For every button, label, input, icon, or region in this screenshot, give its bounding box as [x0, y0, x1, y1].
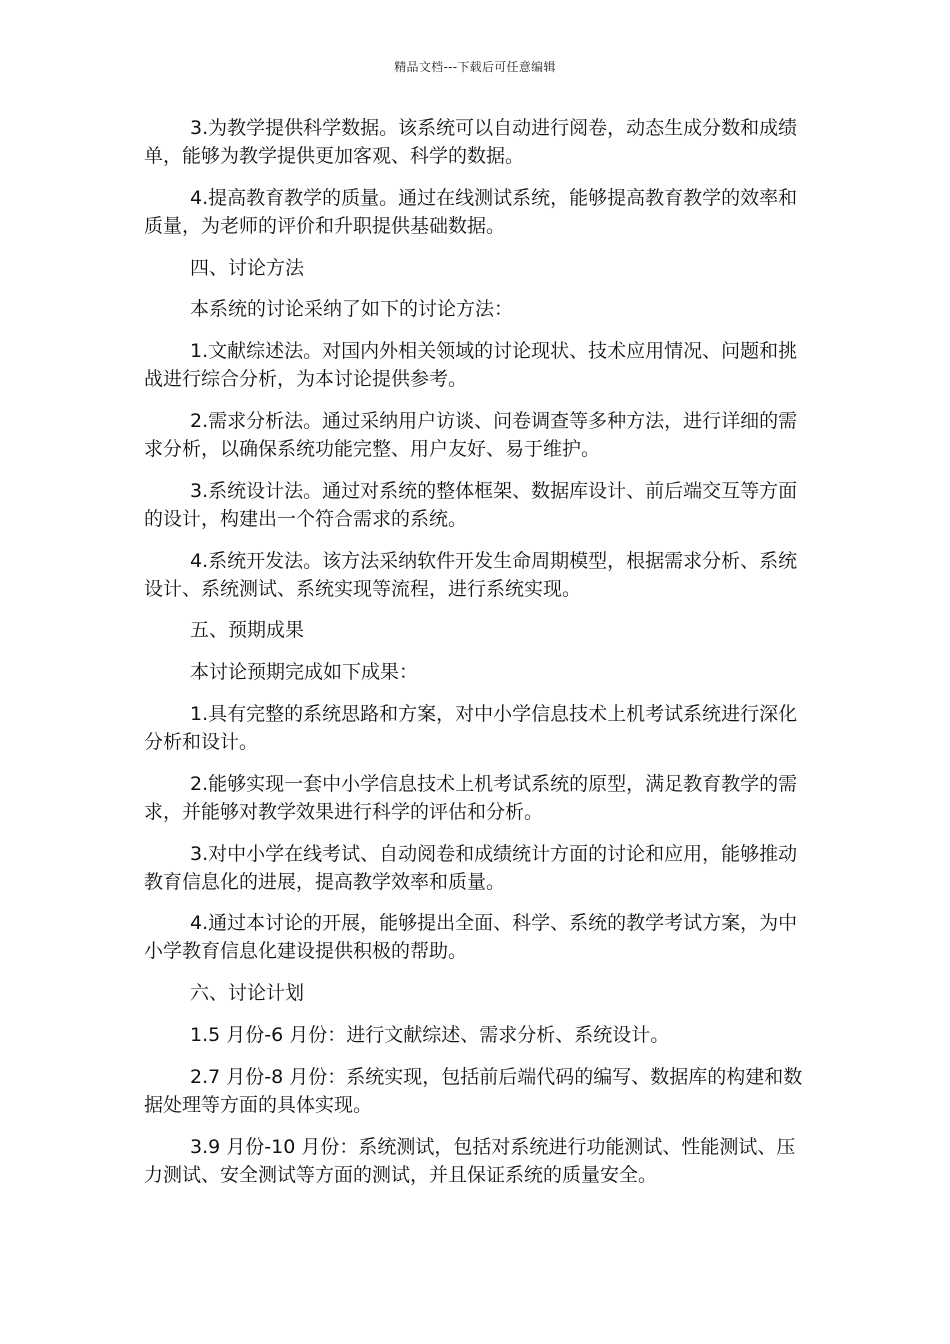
section-heading-methods: 四、讨论方法 [190, 256, 305, 279]
paragraph-plan-3: 3.9 月份-10 月份：系统测试，包括对系统进行功能测试、性能测试、压力测试、安全测试等方面的测试，并且保证系统的质量安全。 [144, 1135, 796, 1186]
paragraph-outcome-2: 2.能够实现一套中小学信息技术上机考试系统的原型，满足教育教学的需求，并能够对教学效果进行科学的评估和分析。 [144, 772, 798, 823]
paragraph-plan-1: 1.5 月份-6 月份：进行文献综述、需求分析、系统设计。 [190, 1023, 670, 1046]
paragraph-outcome-4: 4.通过本讨论的开展，能够提出全面、科学、系统的教学考试方案，为中小学教育信息化建设提供积极的帮助。 [144, 912, 798, 963]
section-heading-outcomes: 五、预期成果 [190, 619, 305, 642]
paragraph-plan-2: 2.7 月份-8 月份：系统实现，包括前后端代码的编写、数据库的构建和数据处理等方面的具体实现。 [144, 1065, 803, 1116]
paragraph-outcome-3: 3.对中小学在线考试、自动阅卷和成绩统计方面的讨论和应用，能够推动教育信息化的进展，提高教学效率和质量。 [144, 842, 798, 893]
paragraph-outcomes-intro: 本讨论预期完成如下成果： [190, 661, 419, 684]
paragraph-method-2: 2.需求分析法。通过采纳用户访谈、问卷调查等多种方法，进行详细的需求分析，以确保系统功能完整、用户友好、易于维护。 [144, 409, 798, 460]
paragraph-goal-4: 4.提高教育教学的质量。通过在线测试系统，能够提高教育教学的效率和质量，为老师的评价和升职提供基础数据。 [144, 186, 798, 237]
paragraph-method-1: 1.文献综述法。对国内外相关领域的讨论现状、技术应用情况、问题和挑战进行综合分析，为本讨论提供参考。 [144, 340, 798, 391]
paragraph-method-3: 3.系统设计法。通过对系统的整体框架、数据库设计、前后端交互等方面的设计，构建出一个符合需求的系统。 [144, 479, 798, 530]
paragraph-outcome-1: 1.具有完整的系统思路和方案，对中小学信息技术上机考试系统进行深化分析和设计。 [144, 702, 798, 753]
paragraph-methods-intro: 本系统的讨论采纳了如下的讨论方法： [190, 298, 514, 321]
page-header: 精品文档---下载后可任意编辑 [394, 60, 556, 74]
document-body [144, 114, 812, 1202]
section-heading-plan: 六、讨论计划 [190, 982, 305, 1005]
paragraph-method-4: 4.系统开发法。该方法采纳软件开发生命周期模型，根据需求分析、系统设计、系统测试、系统实现等流程，进行系统实现。 [144, 549, 798, 600]
paragraph-goal-3: 3.为教学提供科学数据。该系统可以自动进行阅卷，动态生成分数和成绩单，能够为教学提供更加客观、科学的数据。 [144, 117, 798, 167]
